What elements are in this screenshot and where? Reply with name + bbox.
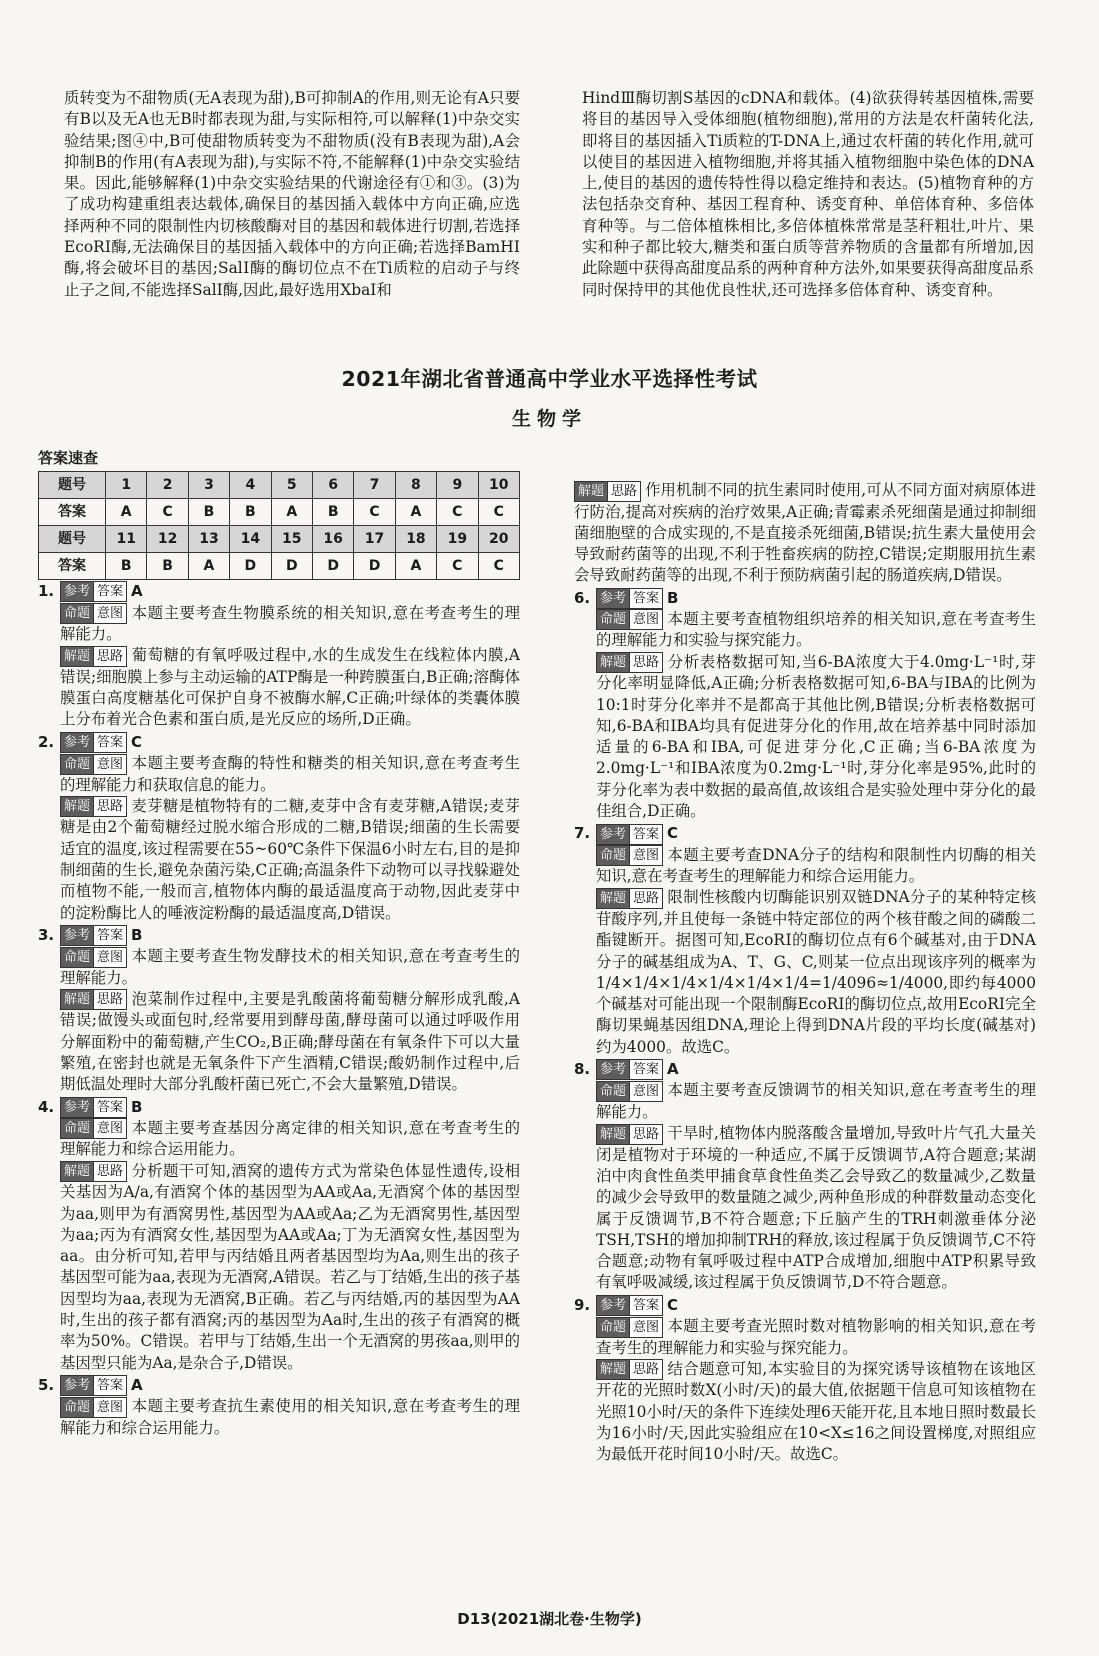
ref-answer-tag: 参考 答案 xyxy=(596,1295,663,1316)
row-label: 答案 xyxy=(39,499,106,526)
num-cell: 10 xyxy=(478,472,519,499)
ref-answer-tag: 参考 答案 xyxy=(60,581,127,602)
page-footer: D13(2021湖北卷·生物学) xyxy=(457,1610,642,1628)
solution-tag: 解题 思路 xyxy=(60,989,127,1010)
question-number: 6. xyxy=(574,588,591,607)
ans-cell: C xyxy=(437,553,478,580)
question-answer: B xyxy=(131,925,143,944)
question-number: 4. xyxy=(38,1097,55,1116)
question-number: 7. xyxy=(574,824,591,843)
ans-cell: C xyxy=(478,499,519,526)
question-solution: 解题 思路 分析表格数据可知,当6-BA浓度大于4.0mg·L⁻¹时,芽分化率明显降低,A正确;分析表格数据可知,6-BA与IBA的比例为10:1时芽分化率并不是都高于其他比例,B错误;分析表格数据可知,6-BA和IBA均具有促进芽分化的作用,故在培养基中同时添加适量的6-BA和IBA,可促进芽分化,C正确;当6-BA浓度为2.0mg·L⁻¹和IBA浓度为0.2mg·L⁻¹时,芽分化率是95%,此时的芽分化率为表中数据的最高值,故该组合是实验处理中芽分化的最佳组合,D正确。 xyxy=(596,652,1036,821)
question-answer: B xyxy=(667,588,679,607)
ans-cell: C xyxy=(354,499,395,526)
row-label: 答案 xyxy=(39,553,106,580)
question-3-header xyxy=(38,925,520,946)
question-solution: 解题 思路 限制性核酸内切酶能识别双链DNA分子的某种特定核苷酸序列,并且使每一条链中特定部位的两个核苷酸之间的磷酸二酯键断开。据图可知,EcoRⅠ的酶切位点有6个碱基对,由于DNA分子的碱基组成为A、T、G、C,则某一位点出现该序列的概率为1/4×1/4×1/4×1/4×1/4×1/4=1/4096≈1/4000,即约每4000个碱基对可能出现一个限制酶EcoRⅠ的酶切位点,故用EcoRⅠ完全酶切果蝇基因组DNA,理论上得到DNA片段的平均长度(碱基对)约为4000。故选C。 xyxy=(596,888,1036,1056)
ans-cell: B xyxy=(312,499,353,526)
subject-title: 生物学 xyxy=(511,408,587,430)
answer-key-num-row xyxy=(39,526,520,553)
question-answer: B xyxy=(131,1097,143,1116)
ref-answer-tag: 参考 答案 xyxy=(60,732,127,753)
ref-answer-tag: 参考 答案 xyxy=(60,1097,127,1118)
question-intent: 命题 意图 本题主要考查反馈调节的相关知识,意在考查考生的理解能力。 xyxy=(596,1081,1036,1121)
question-4-header xyxy=(38,1097,520,1118)
left-column xyxy=(38,448,520,1439)
num-cell: 4 xyxy=(230,472,271,499)
question-answer: C xyxy=(131,732,143,751)
num-cell: 2 xyxy=(147,472,188,499)
ans-cell: A xyxy=(395,499,436,526)
ans-cell: A xyxy=(106,499,147,526)
question-number: 3. xyxy=(38,925,55,944)
intent-tag: 命题 意图 xyxy=(596,1317,663,1338)
question-solution: 解题 思路 分析题干可知,酒窝的遗传方式为常染色体显性遗传,设相关基因为A/a,有酒窝个体的基因型为AA或Aa,无酒窝个体的基因型为aa,则甲为有酒窝男性,基因型为AA或Aa;乙为无酒窝男性,基因型为aa;丙为有酒窝女性,基因型为AA或Aa;丁为无酒窝女性,基因型为aa。由分析可知,若甲与丙结婚且两者基因型均为Aa,则生出的孩子基因型可能为aa,表现为无酒窝,A错误。若乙与丁结婚,生出的孩子基因型均为aa,表现为无酒窝,B正确。若乙与丙结婚,丙的基因型为AA时,生出的孩子都有酒窝;丙的基因型为Aa时,生出的孩子有酒窝的概率为50%。C错误。若甲与丁结婚,生出一个无酒窝的男孩aa,则甲的基因型只能为Aa,是杂合子,D错误。 xyxy=(60,1161,520,1372)
ans-cell: B xyxy=(147,553,188,580)
ref-answer-tag: 参考 答案 xyxy=(596,588,663,609)
ans-cell: D xyxy=(354,553,395,580)
answer-key-num-row xyxy=(39,472,520,499)
num-cell: 18 xyxy=(395,526,436,553)
question-intent: 命题 意图 本题主要考查DNA分子的结构和限制性内切酶的相关知识,意在考查考生的理解能力和综合运用能力。 xyxy=(596,845,1036,886)
question-number: 1. xyxy=(38,582,55,601)
solution-tag: 解题 思路 xyxy=(60,646,127,667)
question-intent: 命题 意图 本题主要考查基因分离定律的相关知识,意在考查考生的理解能力和综合运用能力。 xyxy=(60,1118,520,1159)
question-answer: A xyxy=(131,1375,143,1394)
quick-check-title: 答案速查 xyxy=(38,449,99,467)
question-intent: 命题 意图 本题主要考查生物膜系统的相关知识,意在考查考生的理解能力。 xyxy=(60,603,520,644)
ans-cell: A xyxy=(188,553,229,580)
exam-title: 2021年湖北省普通高中学业水平选择性考试 xyxy=(341,367,758,391)
question-solution: 解题 思路 结合题意可知,本实验目的为探究诱导该植物在该地区开花的光照时数X(小时/天)的最大值,依据题干信息可知该植物在光照10小时/天的条件下连续处理6天能开花,且本地日照时数最长为16小时/天,因此实验组应在10<X≤16之间设置梯度,对照组应为最低开花时间10小时/天。故选C。 xyxy=(596,1359,1036,1464)
row-label: 题号 xyxy=(39,526,106,553)
num-cell: 14 xyxy=(230,526,271,553)
num-cell: 11 xyxy=(106,526,147,553)
row-label: 题号 xyxy=(39,472,106,499)
ans-cell: B xyxy=(230,499,271,526)
num-cell: 1 xyxy=(106,472,147,499)
solution-tag: 解题 思路 xyxy=(596,1359,663,1380)
ans-cell: C xyxy=(478,553,519,580)
intent-tag: 命题 意图 xyxy=(60,947,127,968)
num-cell: 9 xyxy=(437,472,478,499)
question-1-header xyxy=(38,581,520,602)
ans-cell: D xyxy=(312,553,353,580)
question-9-header xyxy=(574,1295,1036,1316)
question-number: 8. xyxy=(574,1060,591,1079)
solution-tag: 解题 思路 xyxy=(596,1124,663,1145)
num-cell: 12 xyxy=(147,526,188,553)
question-answer: C xyxy=(667,1295,679,1314)
question-solution: 解题 思路 作用机制不同的抗生素同时使用,可从不同方面对病原体进行防治,提高对疾病的治疗效果,A正确;青霉素杀死细菌是通过抑制细菌细胞壁的合成实现的,不是直接杀死细菌,B错误;抗生素大量使用会导致耐药菌等的出现,不利于牲畜疾病的防控,C错误;定期服用抗生素会导致耐药菌等的出现,不利于预防病菌引起的肠道疾病,D错误。 xyxy=(574,481,1036,585)
answer-key-ans-row xyxy=(39,553,520,580)
num-cell: 3 xyxy=(188,472,229,499)
question-number: 5. xyxy=(38,1375,55,1394)
question-solution: 解题 思路 泡菜制作过程中,主要是乳酸菌将葡萄糖分解形成乳酸,A错误;做馒头或面包时,经常要用到酵母菌,酵母菌可以通过呼吸作用分解面粉中的葡萄糖,产生CO₂,B正确;酵母菌在有氧条件下可以大量繁殖,在密封也就是无氧条件下产生酒精,C错误;酸奶制作过程中,后期低温处理时大部分乳酸杆菌已死亡,不会大量繁殖,D错误。 xyxy=(60,989,520,1094)
num-cell: 5 xyxy=(271,472,312,499)
question-intent: 命题 意图 本题主要考查抗生素使用的相关知识,意在考查考生的理解能力和综合运用能力。 xyxy=(60,1397,520,1437)
num-cell: 8 xyxy=(395,472,436,499)
ref-answer-tag: 参考 答案 xyxy=(596,824,663,845)
solution-tag: 解题 思路 xyxy=(596,652,663,673)
question-7-header xyxy=(574,823,1036,844)
ans-cell: C xyxy=(437,499,478,526)
num-cell: 13 xyxy=(188,526,229,553)
solution-tag: 解题 思路 xyxy=(596,888,663,909)
solution-tag: 解题 思路 xyxy=(60,796,127,817)
intent-tag: 命题 意图 xyxy=(60,1118,127,1139)
solution-tag: 解题 思路 xyxy=(574,481,641,502)
solution-tag: 解题 思路 xyxy=(60,1161,127,1182)
num-cell: 7 xyxy=(354,472,395,499)
question-6-header xyxy=(574,588,1036,609)
question-8-header xyxy=(574,1059,1036,1080)
ans-cell: A xyxy=(271,499,312,526)
right-column xyxy=(574,480,1036,1465)
question-solution: 解题 思路 葡萄糖的有氧呼吸过程中,水的生成发生在线粒体内膜,A错误;细胞膜上参与主动运输的ATP酶是一种跨膜蛋白,B正确;溶酶体膜蛋白高度糖基化可保护自身不被酶水解,C正确;叶绿体的类囊体膜上分布着光合色素和蛋白质,是光反应的场所,D正确。 xyxy=(60,646,520,729)
question-solution: 解题 思路 麦芽糖是植物特有的二糖,麦芽中含有麦芽糖,A错误;麦芽糖是由2个葡萄糖经过脱水缩合形成的二糖,B错误;细菌的生长需要适宜的温度,该过程需要在55~60℃条件下保温6小时左右,目的是抑制细菌的生长,避免杂菌污染,C正确;高温条件下动物可以寻找躲避处而植物不能,一般而言,植物体内酶的最适温度高于动物,因此麦芽中的淀粉酶比人的唾液淀粉酶的最适温度高,D错误。 xyxy=(60,796,520,922)
question-5-header xyxy=(38,1375,520,1396)
ans-cell: C xyxy=(147,499,188,526)
question-number: 9. xyxy=(574,1295,591,1314)
num-cell: 6 xyxy=(312,472,353,499)
intent-tag: 命题 意图 xyxy=(596,845,663,866)
question-answer: A xyxy=(131,582,143,601)
answer-key-ans-row xyxy=(39,499,520,526)
question-intent: 命题 意图 本题主要考查酶的特性和糖类的相关知识,意在考查考生的理解能力和获取信息的能力。 xyxy=(60,754,520,794)
intent-tag: 命题 意图 xyxy=(596,609,663,630)
intent-tag: 命题 意图 xyxy=(60,603,127,624)
question-answer: A xyxy=(667,1060,679,1079)
ans-cell: D xyxy=(230,553,271,580)
num-cell: 19 xyxy=(437,526,478,553)
intent-tag: 命题 意图 xyxy=(596,1081,663,1102)
question-intent: 命题 意图 本题主要考查植物组织培养的相关知识,意在考查考生的理解能力和实验与探究能力。 xyxy=(596,609,1036,650)
ref-answer-tag: 参考 答案 xyxy=(596,1059,663,1080)
intent-tag: 命题 意图 xyxy=(60,1397,127,1418)
top-right-paragraph: HindⅢ酶切割S基因的cDNA和载体。(4)欲获得转基因植株,需要将目的基因导入受体细胞(植物细胞),常用的方法是农杆菌转化法,即将目的基因插入Ti质粒的T-DNA上,通过农杆菌的转化作用,就可以使目的基因进入植物细胞,并将其插入植物细胞中染色体的DNA上,使目的基因的遗传特性得以稳定维持和表达。(5)植物育种的方法包括杂交育种、基因工程育种、诱变育种、单倍体育种、多倍体育种等。与二倍体植株相比,多倍体植株常常是茎秆粗壮,叶片、果实和种子都比较大,糖类和蛋白质等营养物质的含量都有所增加,因此除题中获得高甜度品系的两种育种方法外,如果要获得高甜度品系同时保持甲的其他优良性状,还可选择多倍体育种、诱变育种。 xyxy=(582,89,1034,299)
ref-answer-tag: 参考 答案 xyxy=(60,925,127,946)
answer-key-table xyxy=(38,471,520,580)
ans-cell: D xyxy=(271,553,312,580)
question-intent: 命题 意图 本题主要考查光照时数对植物影响的相关知识,意在考查考生的理解能力和实验与探究能力。 xyxy=(596,1317,1036,1357)
num-cell: 15 xyxy=(271,526,312,553)
question-answer: C xyxy=(667,824,679,843)
ref-answer-tag: 参考 答案 xyxy=(60,1375,127,1396)
num-cell: 16 xyxy=(312,526,353,553)
ans-cell: B xyxy=(188,499,229,526)
ans-cell: A xyxy=(395,553,436,580)
question-solution: 解题 思路 干旱时,植物体内脱落酸含量增加,导致叶片气孔大量关闭是植物对于环境的一种适应,不属于反馈调节,A符合题意;某湖泊中肉食性鱼类甲捕食草食性鱼类乙会导致乙的数量减少,乙数量的减少会导致甲的数量随之减少,两种鱼形成的种群数量动态变化属于反馈调节,B不符合题意;下丘脑产生的TRH刺激垂体分泌TSH,TSH的增加抑制TRH的释放,该过程属于负反馈调节,C不符合题意;动物有氧呼吸过程中ATP合成增加,细胞中ATP积累导致有氧呼吸减缓,该过程属于负反馈调节,D不符合题意。 xyxy=(596,1124,1036,1292)
question-number: 2. xyxy=(38,732,55,751)
num-cell: 17 xyxy=(354,526,395,553)
question-2-header xyxy=(38,732,520,753)
ans-cell: B xyxy=(106,553,147,580)
top-left-paragraph: 质转变为不甜物质(无A表现为甜),B可抑制A的作用,则无论有A只要有B以及无A也无B时都表现为甜,与实际相符,可以解释(1)中杂交实验结果;图④中,B可使甜物质转变为不甜物质(没有B表现为甜),A会抑制B的作用(有A表现为甜),与实际不符,不能解释(1)中杂交实验结果。因此,能够解释(1)中杂交实验结果的代谢途径有①和③。(3)为了成功构建重组表达载体,确保目的基因插入载体中方向正确,应选择两种不同的限制性内切核酸酶对目的基因和载体进行切割,若选择EcoRⅠ酶,无法确保目的基因插入载体中的方向正确;若选择BamHⅠ酶,将会破坏目的基因;SalⅠ酶的酶切位点不在Ti质粒的启动子与终止子之间,不能选择SalⅠ酶,因此,最好选用XbaⅠ和 xyxy=(64,89,520,299)
num-cell: 20 xyxy=(478,526,519,553)
question-intent: 命题 意图 本题主要考查生物发酵技术的相关知识,意在考查考生的理解能力。 xyxy=(60,947,520,987)
intent-tag: 命题 意图 xyxy=(60,754,127,775)
